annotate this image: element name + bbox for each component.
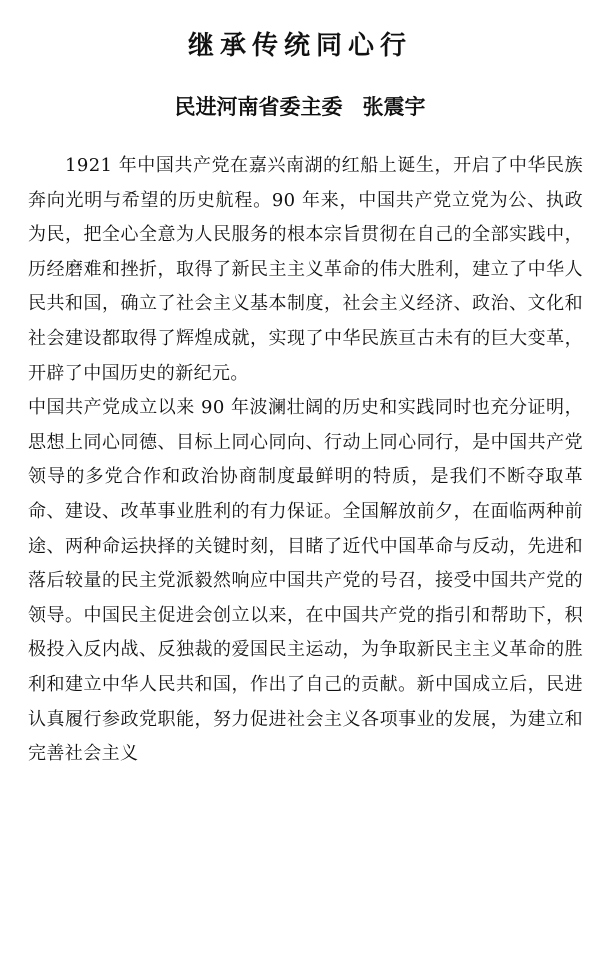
document-title: 继承传统同心行 (187, 31, 412, 61)
paragraph-1: 1921 年中国共产党在嘉兴南湖的红船上诞生，开启了中华民族奔向光明与希望的历史航程。90 年来，中国共产党立党为公、执政为民，把全心全意为人民服务的根本宗旨贯彻在自己的全部实践中，历经磨难和挫折，取得了新民主主义革命的伟大胜利，建立了中华人民共和国，确立了社会主义基本制度，社会主义经济、政治、文化和社会建设都取得了辉煌成就，实现了中华民族亘古未有的巨大变革，开辟了中国历史的新纪元。 (28, 155, 583, 384)
byline-author: 张震宇 (362, 95, 426, 119)
byline-organization: 民进河南省委主委 (174, 95, 343, 119)
article-body (28, 149, 583, 772)
byline (0, 93, 600, 121)
paragraph-2: 中国共产党成立以来 90 年波澜壮阔的历史和实践同时也充分证明，思想上同心同德、目标上同心同向、行动上同心同行，是中国共产党领导的多党合作和政治协商制度最鲜明的特质，是我们不断夺取革命、建设、改革事业胜利的有力保证。全国解放前夕，在面临两种前途、两种命运抉择的关键时刻，目睹了近代中国革命与反动，先进和落后较量的民主党派毅然响应中国共产党的号召，接受中国共产党的领导。中国民主促进会创立以来，在中国共产党的指引和帮助下，积极投入反内战、反独裁的爱国民主运动，为争取新民主主义革命的胜利和建立中华人民共和国，作出了自己的贡献。新中国成立后，民进认真履行参政党职能，努力促进社会主义各项事业的发展，为建立和完善社会主义 (28, 397, 583, 765)
